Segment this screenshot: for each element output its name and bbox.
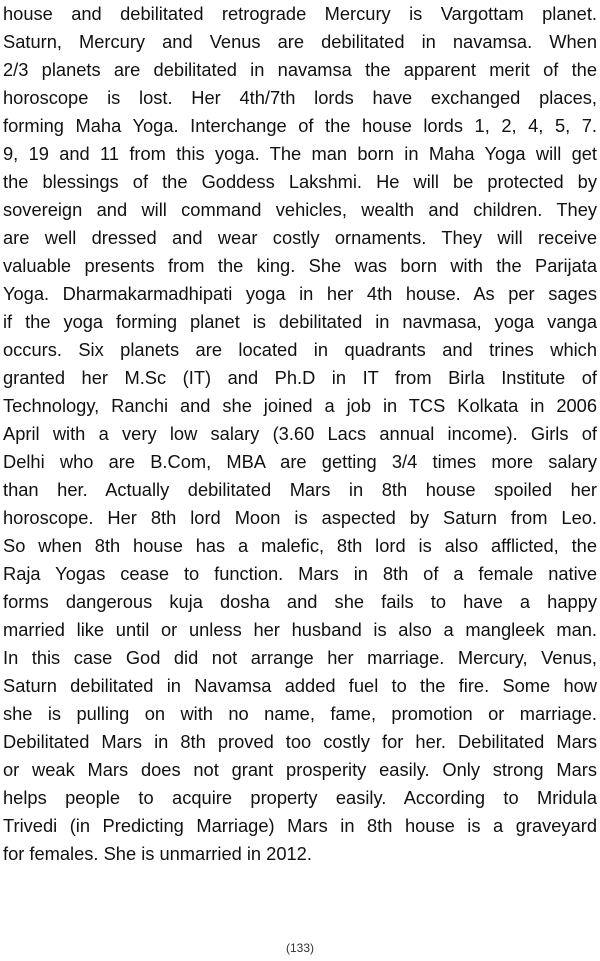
text-line: In this case God did not arrange her marriage. Mercury, Venus,	[3, 647, 597, 668]
text-line: granted her M.Sc (IT) and Ph.D in IT from Birla Institute of	[3, 367, 597, 388]
body-text	[3, 0, 597, 868]
text-line: Saturn debilitated in Navamsa added fuel to the fire. Some how	[3, 675, 597, 696]
text-line: 2/3 planets are debilitated in navamsa the apparent merit of the	[3, 59, 597, 80]
text-line: Debilitated Mars in 8th proved too costly for her. Debilitated Mars	[3, 731, 597, 752]
text-line: or weak Mars does not grant prosperity easily. Only strong Mars	[3, 759, 597, 780]
text-line: forms dangerous kuja dosha and she fails to have a happy	[3, 591, 597, 612]
text-line: sovereign and will command vehicles, wealth and children. They	[3, 199, 597, 220]
text-line-last: for females. She is unmarried in 2012.	[3, 843, 312, 864]
text-line: she is pulling on with no name, fame, promotion or marriage.	[3, 703, 597, 724]
text-line: valuable presents from the king. She was born with the Parijata	[3, 255, 597, 276]
page-number: (133)	[285, 941, 314, 955]
text-line: are well dressed and wear costly ornaments. They will receive	[3, 227, 597, 248]
text-line: house and debilitated retrograde Mercury is Vargottam planet.	[3, 3, 597, 24]
text-line: horoscope is lost. Her 4th/7th lords have exchanged places,	[3, 87, 597, 108]
text-line: April with a very low salary (3.60 Lacs annual income). Girls of	[3, 423, 597, 444]
text-line: 9, 19 and 11 from this yoga. The man born in Maha Yoga will get	[3, 143, 597, 164]
text-line: if the yoga forming planet is debilitated in navmasa, yoga vanga	[3, 311, 597, 332]
text-line: the blessings of the Goddess Lakshmi. He will be protected by	[3, 171, 597, 192]
text-line: helps people to acquire property easily. According to Mridula	[3, 787, 597, 808]
text-line: horoscope. Her 8th lord Moon is aspected by Saturn from Leo.	[3, 507, 597, 528]
text-line: forming Maha Yoga. Interchange of the house lords 1, 2, 4, 5, 7.	[3, 115, 597, 136]
text-line: Delhi who are B.Com, MBA are getting 3/4 times more salary	[3, 451, 597, 472]
text-line: occurs. Six planets are located in quadrants and trines which	[3, 339, 597, 360]
text-line: Saturn, Mercury and Venus are debilitated in navamsa. When	[3, 31, 597, 52]
text-line: So when 8th house has a malefic, 8th lord is also afflicted, the	[3, 535, 597, 556]
text-line: Raja Yogas cease to function. Mars in 8th of a female native	[3, 563, 597, 584]
text-line: Technology, Ranchi and she joined a job in TCS Kolkata in 2006	[3, 395, 597, 416]
text-line: married like until or unless her husband is also a mangleek man.	[3, 619, 597, 640]
text-line: Trivedi (in Predicting Marriage) Mars in 8th house is a graveyard	[3, 815, 597, 836]
text-line: Yoga. Dharmakarmadhipati yoga in her 4th house. As per sages	[3, 283, 597, 304]
text-line: than her. Actually debilitated Mars in 8th house spoiled her	[3, 479, 597, 500]
